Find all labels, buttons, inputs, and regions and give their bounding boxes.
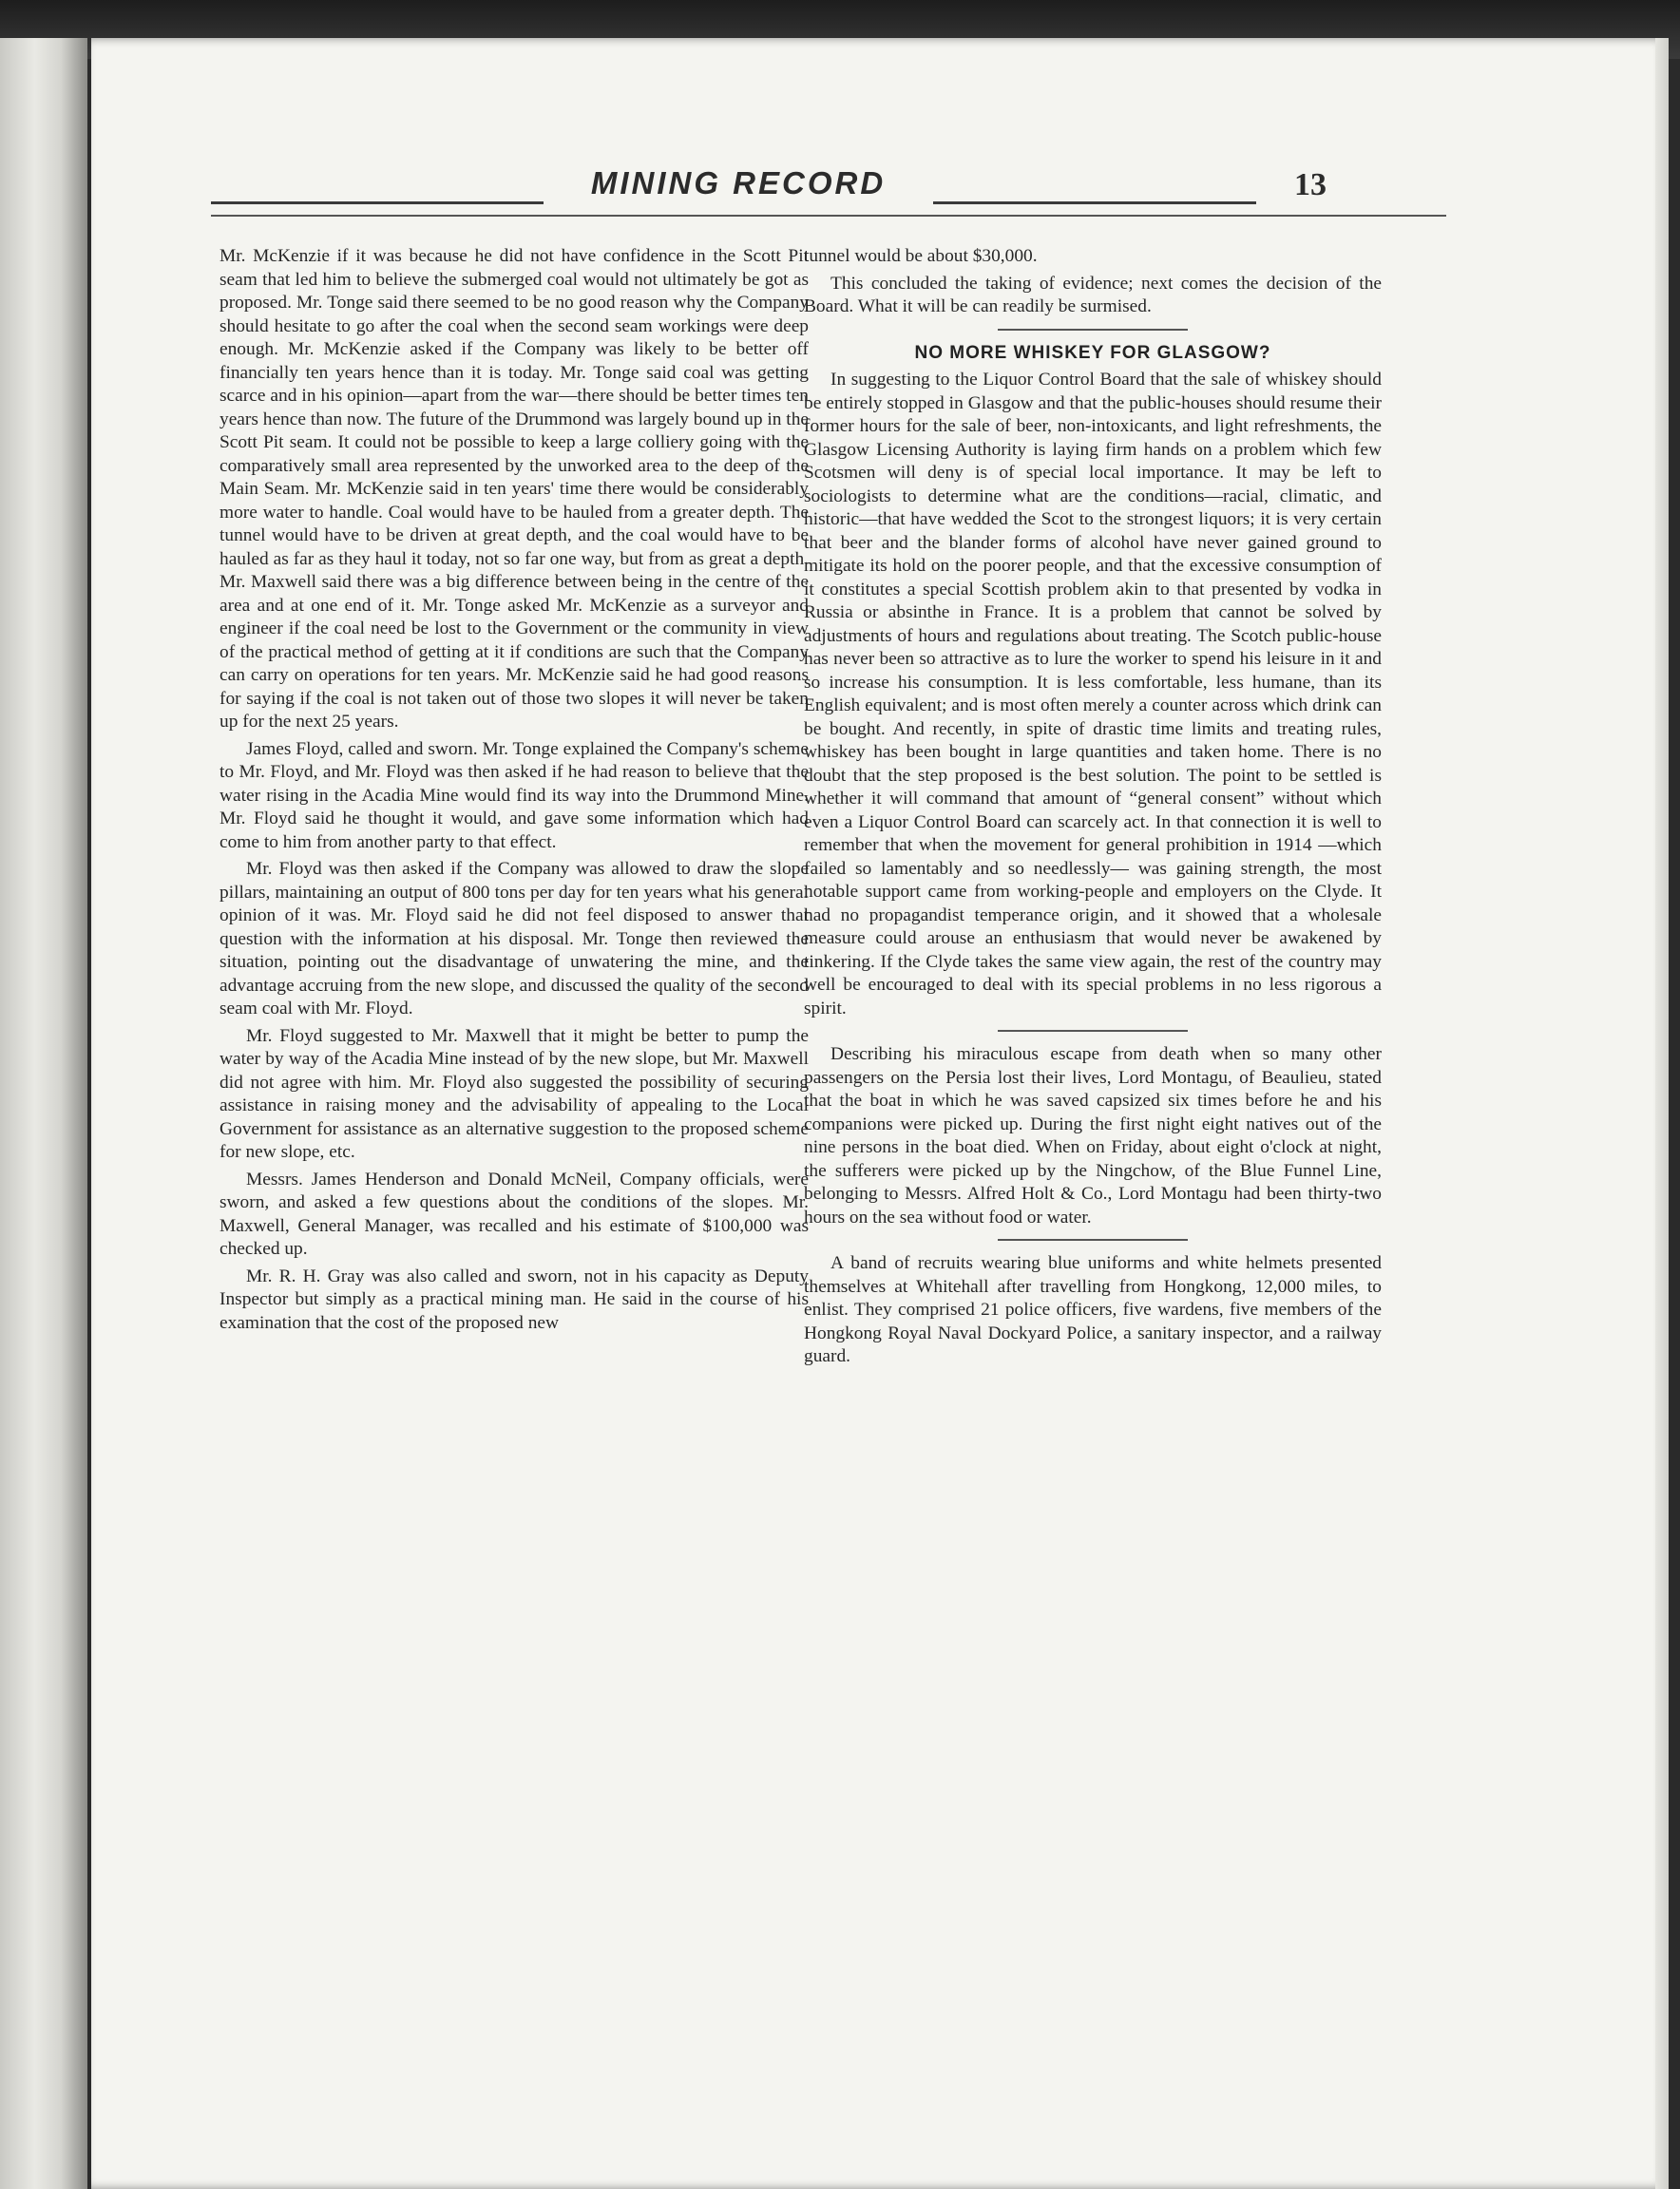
article-heading: NO MORE WHISKEY FOR GLASGOW?: [914, 342, 1271, 363]
paragraph: Messrs. James Henderson and Donald McNeil, Company officials, were sworn, and asked a few questions about the conditions of the slopes. Mr. Maxwell, General Manager, was recalled and his estimate of $100,000 was checked up.: [220, 1169, 809, 1259]
left-column: [220, 245, 809, 1335]
paragraph: Mr. McKenzie if it was because he did not have confidence in the Scott Pit seam that led him to believe the submerged coal would not ultimately be got as proposed. Mr. Tonge said there seemed to be no good reason why the Company should hesitate to go after the coal when the second seam workings were deep enough. Mr. McKenzie asked if the Company was likely to be better off financially ten years hence than it is today. Mr. Tonge said coal was getting scarce and in his opinion—apart from the war—there should be better times ten years hence than now. The future of the Drummond was largely bound up in the Scott Pit seam. It could not be possible to keep a large colliery going with the comparatively small area represented by the unworked area to the deep of the Main Seam. Mr. McKenzie said in ten years' time there would be considerably more water to handle. Coal would have to be hauled from a greater depth. The tunnel would have to be driven at great depth, and the coal would have to be hauled as far as they haul it today, not so far one way, but from as great a depth. Mr. Maxwell said there was a big difference between being in the centre of the area and at one end of it. Mr. Tonge asked Mr. McKenzie as a surveyor and engineer if the coal need be lost to the Government or the community in view of the practical method of getting at it if conditions are such that the Company can carry on operations for ten years. Mr. McKenzie said he had good reasons for saying if the coal is not taken out of those two slopes it will never be taken up for the next 25 years.: [220, 246, 809, 732]
page-right-edge: [1655, 38, 1669, 2189]
paragraph: Mr. Floyd suggested to Mr. Maxwell that it might be better to pump the water by way of the Acadia Mine instead of by the new slope, but Mr. Maxwell did not agree with him. Mr. Floyd also suggested the possibility of securing assistance in raising money and the advisability of appealing to the Local Government for assistance as an alternative suggestion to the proposed scheme for new slope, etc.: [220, 1025, 809, 1162]
section-divider: [998, 329, 1188, 331]
header-underline: [211, 215, 1446, 217]
paragraph: In suggesting to the Liquor Control Board that the sale of whiskey should be entirely stopped in Glasgow and that the public-houses should resume their former hours for the sale of beer, non-intoxicants, and light refreshments, the Glasgow Licensing Authority is laying firm hands on a problem which few Scotsmen will deny is of special local importance. It may be left to sociologists to determine what are the conditions—racial, climatic, and historic—that have wedded the Scot to the strongest liquors; it is very certain that beer and the blander forms of alcohol have never gained ground to mitigate its hold on the poorer people, and that the excessive consumption of it constitutes a special Scottish problem akin to that presented by vodka in Russia or absinthe in France. It is a problem that cannot be solved by adjustments of hours and regulations about treating. The Scotch public-house has never been so attractive as to lure the worker to spend his leisure in it and so increase his consumption. It is less comfortable, less humane, than its English equivalent; and is most often merely a counter across which drink can be bought. And recently, in spite of drastic time limits and treating rules, whiskey has been bought in large quantities and taken home. There is no doubt that the step proposed is the best solution. The point to be settled is whether it will command that amount of “general consent” without which even a Liquor Control Board can scarcely act. In that connection it is well to remember that when the movement for general prohibition in 1914 —which failed so lamentably and so needlessly— was gaining strength, the most notable support came from working-people and employers on the Clyde. It had no propagandist temperance origin, and it showed that a wholesale measure could arouse an enthusiasm that would never be awakened by tinkering. If the Clyde takes the same view again, the rest of the country may well be encouraged to deal with its special problems in no less rigorous a spirit.: [804, 370, 1382, 1018]
page-header: [135, 165, 1380, 222]
paragraph: tunnel would be about $30,000.: [804, 246, 1038, 266]
header-rule-left: [211, 201, 544, 204]
paragraph: Mr. Floyd was then asked if the Company was allowed to draw the slope pillars, maintaining an output of 800 tons per day for ten years what his general opinion of it was. Mr. Floyd said he did not feel disposed to answer that question with the information at his disposal. Mr. Tonge then reviewed the situation, pointing out the disadvantage of unwatering the mine, and the advantage accruing from the new slope, and discussed the quality of the second seam coal with Mr. Floyd.: [220, 859, 809, 1018]
section-divider: [998, 1239, 1188, 1241]
left-page-edge: [0, 38, 87, 2189]
paragraph: James Floyd, called and sworn. Mr. Tonge explained the Company's scheme to Mr. Floyd, and Mr. Floyd was then asked if he had reason to believe that the water rising in the Acadia Mine would find its way into the Drummond Mine. Mr. Floyd said he thought it would, and gave some information which had come to him from another party to that effect.: [220, 738, 809, 852]
publication-title: MINING RECORD: [590, 165, 887, 200]
paragraph: Describing his miraculous escape from death when so many other passengers on the Persia lost their lives, Lord Montagu, of Beaulieu, stated that the boat in which he was saved capsized six times before he and his companions were picked up. During the first night eight natives out of the nine persons in the boat died. When on Friday, about eight o'clock at night, the sufferers were picked up by the Ningchow, of the Blue Funnel Line, belonging to Messrs. Alfred Holt & Co., Lord Montagu had been thirty-two hours on the sea without food or water.: [804, 1044, 1382, 1228]
paragraph: Mr. R. H. Gray was also called and sworn, not in his capacity as Deputy Inspector but simply as a practical mining man. He said in the course of his examination that the cost of the proposed new: [220, 1266, 809, 1333]
paragraph: A band of recruits wearing blue uniforms and white helmets presented themselves at Whitehall after travelling from Hongkong, 12,000 miles, to enlist. They comprised 21 police officers, five wardens, five members of the Hongkong Royal Naval Dockyard Police, a sanitary inspector, and a railway guard.: [804, 1253, 1382, 1366]
page-number: 13: [1294, 167, 1327, 202]
header-rule-right: [933, 201, 1256, 204]
section-divider: [998, 1030, 1188, 1032]
paragraph: This concluded the taking of evidence; next comes the decision of the Board. What it will be can readily be surmised.: [804, 273, 1382, 316]
right-column: [804, 245, 1382, 1369]
